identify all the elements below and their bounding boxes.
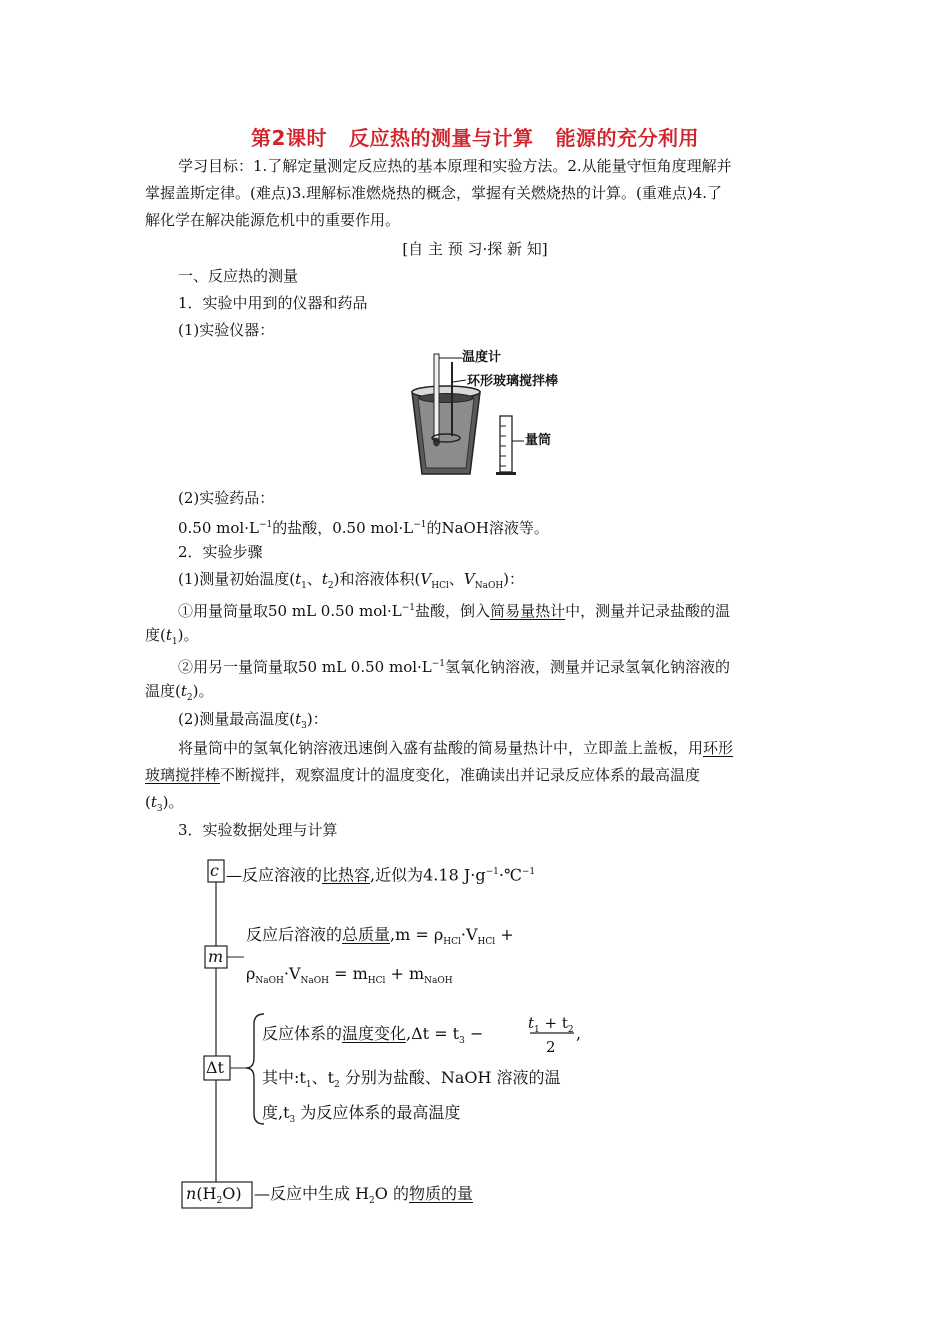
diagram-m-line-1: 反应后溶液的总质量$,m = \rho_{HCl}\cdot V_{HCl}$ + bbox=[246, 925, 514, 948]
cylinder-shape bbox=[500, 416, 512, 472]
step-1b-line-2: 温度$(t_2)$。 bbox=[145, 682, 214, 703]
blank-stirrer-b: 玻璃搅拌棒 bbox=[145, 766, 221, 784]
step-2-line-2: 玻璃搅拌棒不断搅拌，观察温度计的温度变化，准确读出并记录反应体系的最高温度 bbox=[145, 766, 701, 784]
step-2-line-3: $(t_3)$。 bbox=[145, 793, 184, 814]
page-title bbox=[0, 122, 950, 151]
reagents-text: 0.50 $mol\cdot L^{-1}$的盐酸，0.50 $mol\cdot L^{-1}$的NaOH溶液等。 bbox=[178, 519, 549, 537]
step-1a-line-1: ①用量筒量取50 mL 0.50 $mol\cdot L^{-1}$盐酸，倒入简易量热计中，测量并记录盐酸的温 bbox=[178, 602, 731, 620]
diagram-n-text: —反应中生成 $H_2O$ 的物质的量 bbox=[254, 1184, 474, 1207]
label-cylinder: 量筒 bbox=[525, 433, 552, 448]
lid-shape bbox=[419, 394, 473, 403]
diagram-dt-line-1: 反应体系的温度变化$,\Delta t = t_3$ − bbox=[262, 1024, 484, 1047]
lesson-number: 第2课时 bbox=[251, 126, 327, 150]
thermometer-shape bbox=[434, 354, 439, 440]
diagram-dt-fraction-numerator: $t_1 + t_2$ bbox=[528, 1014, 574, 1035]
step-1a-line-2: 度$(t_1)$。 bbox=[145, 626, 199, 647]
item-steps-heading: 2．实验步骤 bbox=[178, 543, 263, 561]
title-topic-2: 能源的充分利用 bbox=[555, 126, 699, 150]
diagram-n-box-label: $n(H_2O)$ bbox=[186, 1184, 242, 1207]
item-reagents-heading: (2)实验药品： bbox=[178, 489, 275, 507]
item-apparatus-heading: (1)实验仪器： bbox=[178, 321, 275, 339]
objectives-line-1: 学习目标：1.了解定量测定反应热的基本原理和实验方法。2.从能量守恒角度理解并 bbox=[178, 157, 732, 175]
diagram-dt-box-label: Δt bbox=[206, 1058, 224, 1077]
diagram-c-box-label: c bbox=[210, 861, 219, 880]
blank-calorimeter: 简易量热计 bbox=[490, 602, 566, 620]
step-2-heading: (2)测量最高温度$(t_3)$： bbox=[178, 710, 328, 731]
item-instruments-heading: 1．实验中用到的仪器和药品 bbox=[178, 294, 368, 312]
objectives-line-3: 解化学在解决能源危机中的重要作用。 bbox=[145, 211, 401, 229]
step-1-heading: (1)测量初始温度($t_1$、$t_2$)和溶液体积($V_{HCl}$、$V_{NaOH}$)： bbox=[178, 570, 525, 591]
blank-stirrer-a: 环形 bbox=[703, 739, 734, 757]
diagram-m-box-label: m bbox=[208, 947, 224, 966]
step-2-line-1: 将量筒中的氢氧化钠溶液迅速倒入盛有盐酸的简易量热计中，立即盖上盖板，用环形 bbox=[178, 739, 734, 757]
label-thermometer: 温度计 bbox=[462, 350, 502, 365]
item-data-processing-heading: 3．实验数据处理与计算 bbox=[178, 821, 338, 839]
diagram-m-line-2: $\rho_{NaOH}\cdot V_{NaOH} = m_{HCl} + m_{NaOH}$ bbox=[246, 964, 453, 987]
label-stirrer: 环形玻璃搅拌棒 bbox=[467, 374, 559, 389]
diagram-dt-line-3: 度$,t_3$ 为反应体系的最高温度 bbox=[262, 1103, 461, 1126]
section-heading-measurement: 一、反应热的测量 bbox=[178, 267, 299, 285]
step-1b-line-1: ②用另一量筒量取50 mL 0.50 $mol\cdot L^{-1}$氢氧化钠溶液，测量并记录氢氧化钠溶液的 bbox=[178, 658, 731, 676]
diagram-dt-comma: , bbox=[576, 1024, 582, 1043]
objectives-line-2: 掌握盖斯定律。(难点)3.理解标准燃烧热的概念，掌握有关燃烧热的计算。(重难点)4.了 bbox=[145, 184, 723, 202]
diagram-dt-line-2: 其中$:t_1$、$t_2$ 分别为盐酸、NaOH 溶液的温 bbox=[262, 1068, 561, 1091]
section-banner: [自 主 预 习·探 新 知] bbox=[402, 240, 548, 258]
diagram-dt-fraction-denominator: 2 bbox=[546, 1038, 556, 1056]
diagram-c-text: —反应溶液的比热容,近似为4.18 $J\cdot g^{-1}\cdot℃^{-1}$ bbox=[226, 865, 536, 885]
title-topic-1: 反应热的测量与计算 bbox=[348, 126, 534, 150]
inner-cup-shape bbox=[418, 398, 474, 468]
